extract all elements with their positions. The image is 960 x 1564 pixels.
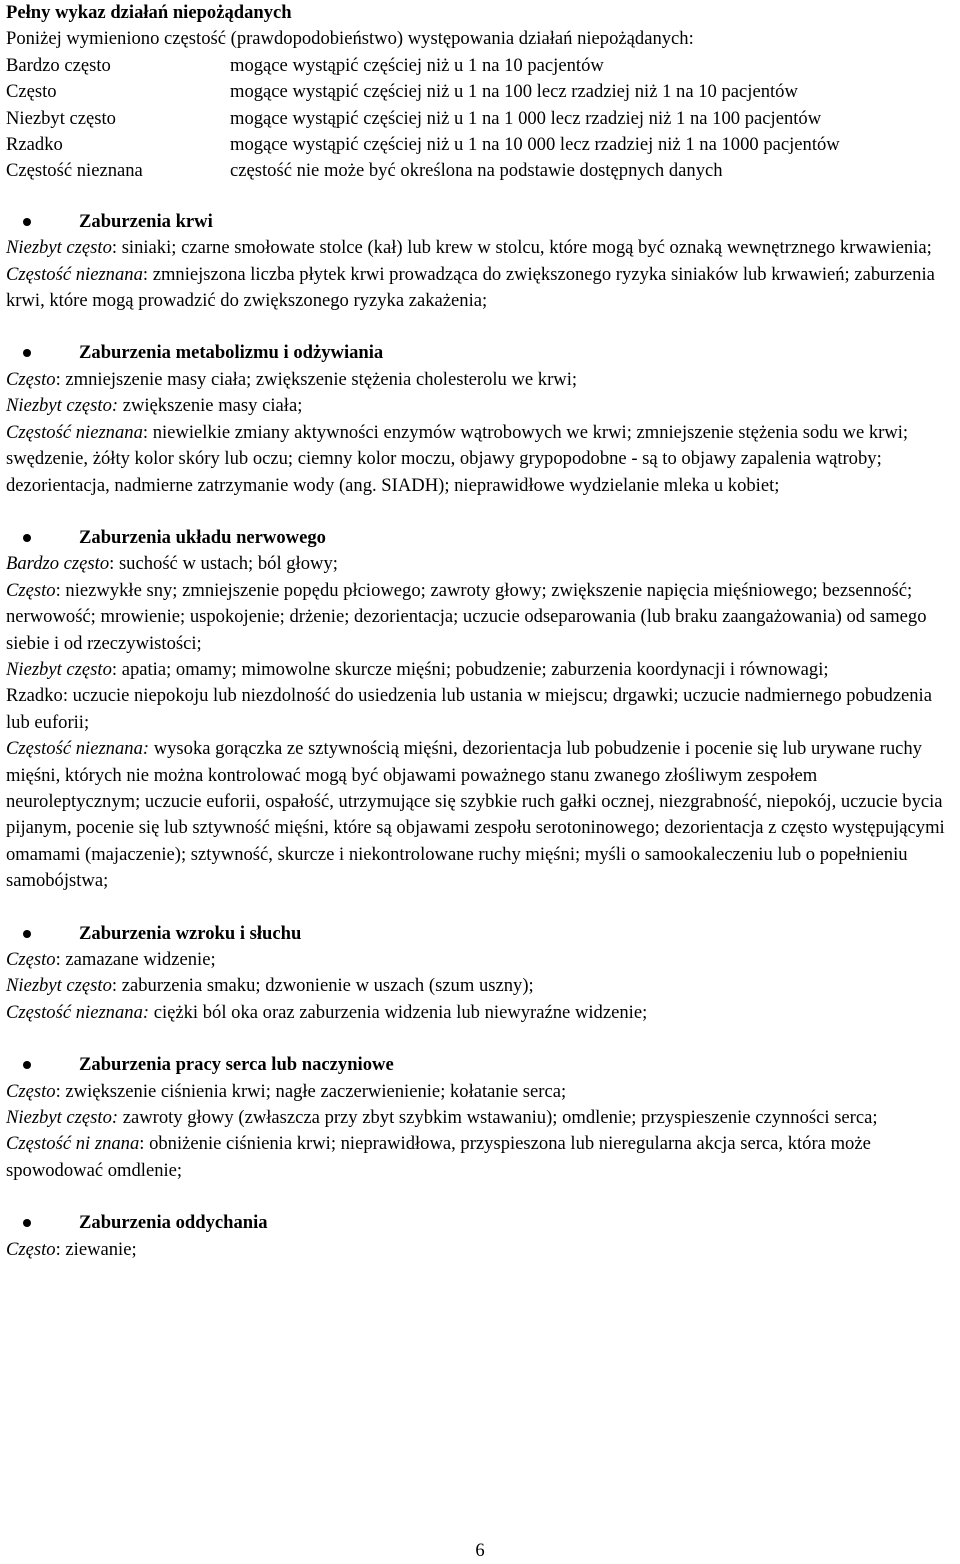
effect-text: : niezwykłe sny; zmniejszenie popędu płciowego; zawroty głowy; zwiększenie napięcia mięśniowego; bezsenność; nerwowość; mrowienie; uspokojenie; drżenie; dezorientacja; uczucie odseparowania (lub braku zaangażowania) od samego siebie i od rzeczywistości; xyxy=(6,579,927,654)
frequency-label: Rzadko xyxy=(6,685,63,707)
bullet-icon xyxy=(23,534,31,542)
effect-text: : zaburzenia smaku; dzwonienie w uszach (szum uszny); xyxy=(111,975,534,997)
frequency-label: Częstość nieznana xyxy=(6,421,143,443)
frequency-label: Często xyxy=(6,81,57,103)
bullet-icon xyxy=(23,349,31,357)
effect-text: zawroty głowy (zwłaszcza przy zbyt szybkim wstawaniu); omdlenie; przyspieszenie czynności serca; xyxy=(118,1107,878,1129)
effect-paragraph xyxy=(6,235,952,261)
section-heading xyxy=(6,209,952,235)
effect-text: : niewielkie zmiany aktywności enzymów wątrobowych we krwi; zmniejszenie stężenia sodu we krwi; swędzenie, żółty kolor skóry lub oczu; ciemny kolor moczu, objawy grypopodobne - są to objawy zapalenia wątroby; dezorientacja, nadmierne zatrzymanie wody (ang. SIADH); nieprawidłowe wydzielanie mleka u kobiet; xyxy=(6,421,909,496)
section-heading xyxy=(6,525,952,551)
frequency-label: Częstość nieznana xyxy=(6,263,143,285)
section xyxy=(6,525,952,895)
section-heading-text: Zaburzenia pracy serca lub naczyniowe xyxy=(79,1054,394,1076)
section-heading-text: Zaburzenia wzroku i słuchu xyxy=(79,922,302,944)
effect-paragraph xyxy=(6,262,952,315)
effect-paragraph xyxy=(6,367,952,393)
effect-paragraph xyxy=(6,973,952,999)
effect-text: wysoka gorączka ze sztywnością mięśni, dezorientacja lub pobudzenie i pocenie się lub urywane ruchy mięśni, których nie można kontrolować mogą być objawami poważnego stanu zwanego złośliwym zespołem neuroleptycznym; uczucie euforii, ospałość, utrzymujące się szybkie ruch gałki ocznej, niezgrabność, niepokój, uczucie bycia pijanym, pocenie się lub sztywność mięśni, które są objawami zespołu serotoninowego; dezorientacja z często występującymi omamami (majaczenie); sztywność, skurcze i niekontrolowane ruchy mięśni; myśli o samookaleczeniu lub o popełnieniu samobójstwa; xyxy=(6,738,945,892)
frequency-description: mogące wystąpić częściej niż u 1 na 100 lecz rzadziej niż 1 na 10 pacjentów xyxy=(230,81,798,103)
section-heading-text: Zaburzenia oddychania xyxy=(79,1212,268,1234)
frequency-label: Często xyxy=(6,579,56,601)
frequency-row xyxy=(6,53,952,79)
section xyxy=(6,1052,952,1184)
frequency-row xyxy=(6,106,952,132)
frequency-label: Często xyxy=(6,949,56,970)
section-heading xyxy=(6,340,952,366)
document-title: Pełny wykaz działań niepożądanych xyxy=(6,2,292,23)
effect-text: : obniżenie ciśnienia krwi; nieprawidłowa, przyspieszona lub nieregularna akcja serca, która może spowodować omdlenie; xyxy=(6,1133,871,1181)
section-heading xyxy=(6,1210,952,1236)
section xyxy=(6,1210,952,1263)
intro-text: Poniżej wymieniono częstość (prawdopodobieństwo) występowania działań niepożądanych: xyxy=(6,28,694,50)
effect-paragraph xyxy=(6,393,952,419)
section xyxy=(6,209,952,315)
frequency-row xyxy=(6,158,952,184)
page-number: 6 xyxy=(475,1540,485,1561)
effect-paragraph xyxy=(6,1131,952,1184)
frequency-label: Bardzo często xyxy=(6,54,111,76)
bullet-icon xyxy=(23,218,31,226)
section-heading-text: Zaburzenia metabolizmu i odżywiania xyxy=(79,342,384,364)
frequency-label: Niezbyt często xyxy=(6,658,112,680)
effect-paragraph xyxy=(6,551,952,577)
frequency-label: Częstość ni znana xyxy=(6,1133,140,1155)
frequency-description: mogące wystąpić częściej niż u 1 na 10 pacjentów xyxy=(230,54,604,76)
section-heading-text: Zaburzenia układu nerwowego xyxy=(79,526,326,548)
sections-container xyxy=(6,209,952,1263)
frequency-label: Częstość nieznana: xyxy=(6,1001,150,1023)
frequency-description: częstość nie może być określona na podstawie dostępnych danych xyxy=(230,160,723,182)
frequency-description: mogące wystąpić częściej niż u 1 na 1 000 lecz rzadziej niż 1 na 100 pacjentów xyxy=(230,107,822,129)
frequency-label: Niezbyt często xyxy=(6,975,112,997)
section-heading xyxy=(6,921,952,947)
effect-paragraph xyxy=(6,657,952,683)
frequency-table xyxy=(6,53,952,185)
section-heading xyxy=(6,1052,952,1078)
frequency-label: Rzadko xyxy=(6,134,63,156)
frequency-label: Często xyxy=(6,1238,56,1260)
frequency-label: Częstość nieznana xyxy=(6,160,143,182)
frequency-row xyxy=(6,79,952,105)
effect-paragraph xyxy=(6,1237,952,1263)
effect-text: : siniaki; czarne smołowate stolce (kał) lub krew w stolcu, które mogą być oznaką wewnętrznego krwawienia; xyxy=(111,237,932,259)
frequency-label: Niezbyt często xyxy=(6,107,116,129)
effect-paragraph xyxy=(6,578,952,657)
effect-text: zwiększenie masy ciała; xyxy=(118,395,303,417)
frequency-label: Niezbyt często: xyxy=(6,395,119,417)
bullet-icon xyxy=(23,930,31,938)
frequency-label: Częstość nieznana: xyxy=(6,738,150,760)
frequency-label: Często xyxy=(6,368,56,390)
effect-text: : zmniejszenie masy ciała; zwiększenie stężenia cholesterolu we krwi; xyxy=(55,368,578,390)
bullet-icon xyxy=(23,1219,31,1227)
effect-text: ciężki ból oka oraz zaburzenia widzenia lub niewyraźne widzenie; xyxy=(149,1001,648,1023)
section-heading-text: Zaburzenia krwi xyxy=(79,210,213,232)
effect-paragraph xyxy=(6,420,952,499)
effect-text: : zmniejszona liczba płytek krwi prowadząca do zwiększonego ryzyka siniaków lub krwawień; zaburzenia krwi, które mogą prowadzić do zwiększonego ryzyka zakażenia; xyxy=(6,263,935,312)
effect-text: : zwiększenie ciśnienia krwi; nagłe zaczerwienienie; kołatanie serca; xyxy=(55,1080,567,1102)
effect-paragraph xyxy=(6,1105,952,1131)
frequency-description: mogące wystąpić częściej niż u 1 na 10 000 lecz rzadziej niż 1 na 1000 pacjentów xyxy=(230,134,840,156)
effect-paragraph xyxy=(6,1000,952,1026)
section xyxy=(6,340,952,498)
effect-text: : uczucie niepokoju lub niezdolność do usiedzenia lub ustania w miejscu; drgawki; uczucie nadmiernego pobudzenia lub euforii; xyxy=(6,685,932,733)
frequency-label: Niezbyt często: xyxy=(6,1107,119,1129)
effect-paragraph xyxy=(6,947,952,973)
document-page xyxy=(6,0,952,1263)
effect-paragraph xyxy=(6,683,952,736)
effect-text: : suchość w ustach; ból głowy; xyxy=(109,553,338,575)
effect-text: : zamazane widzenie; xyxy=(55,949,216,970)
bullet-icon xyxy=(23,1061,31,1069)
effect-text: : ziewanie; xyxy=(55,1238,137,1260)
section xyxy=(6,921,952,1027)
frequency-row xyxy=(6,132,952,158)
effect-text: : apatia; omamy; mimowolne skurcze mięśni; pobudzenie; zaburzenia koordynacji i równowagi; xyxy=(111,658,829,680)
frequency-label: Bardzo często xyxy=(6,553,110,575)
frequency-label: Często xyxy=(6,1080,56,1102)
effect-paragraph xyxy=(6,1079,952,1105)
frequency-label: Niezbyt często xyxy=(6,237,112,259)
effect-paragraph xyxy=(6,736,952,894)
